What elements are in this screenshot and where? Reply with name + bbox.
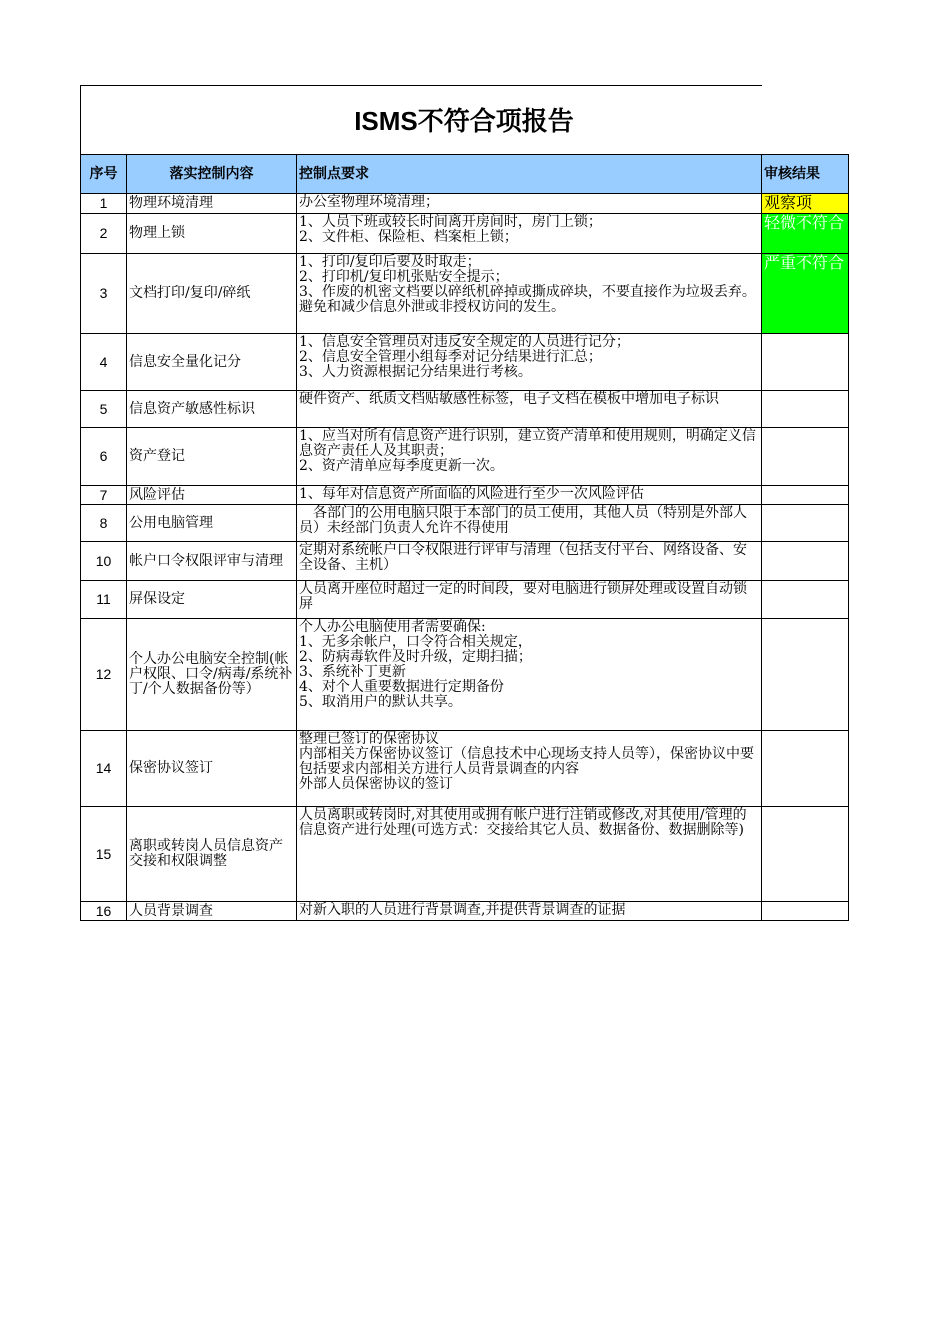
requirement-cell (297, 486, 762, 505)
requirement-line: 3、作废的机密文档要以碎纸机碎掉或撕成碎块，不要直接作为垃圾丢弃。避免和减少信息外泄或非授权访问的发生。 (299, 284, 756, 315)
row-number: 10 (81, 542, 127, 581)
requirement-line: 1、应当对所有信息资产进行识别，建立资产清单和使用规则，明确定义信息资产责任人及其职责； (299, 428, 756, 459)
requirement-line: 1、无多余帐户，口令符合相关规定， (299, 634, 532, 650)
table-row (81, 581, 849, 619)
requirement-line: 3、系统补丁更新 (299, 664, 406, 680)
audit-result: 轻微不符合 (762, 214, 849, 254)
requirement-cell (297, 542, 762, 581)
requirement-line: 整理已签订的保密协议 (299, 731, 439, 747)
control-content: 风险评估 (127, 486, 297, 505)
table-row (81, 334, 849, 391)
control-content: 保密协议签订 (127, 731, 297, 807)
row-number: 6 (81, 428, 127, 486)
table-row (81, 731, 849, 807)
control-content: 信息安全量化记分 (127, 334, 297, 391)
table-row (81, 619, 849, 731)
table-row (81, 391, 849, 428)
requirement-line: 各部门的公用电脑只限于本部门的员工使用，其他人员（特别是外部人员）未经部门负责人允许不得使用 (299, 505, 747, 536)
requirement-cell (297, 902, 762, 921)
header-no: 序号 (81, 155, 127, 194)
requirement-line: 1、打印/复印后要及时取走； (299, 254, 481, 270)
requirement-line: 内部相关方保密协议签订（信息技术中心现场支持人员等），保密协议中要包括要求内部相关方进行人员背景调查的内容 (299, 746, 754, 777)
requirement-line: 办公室物理环境清理； (299, 194, 439, 210)
row-number: 16 (81, 902, 127, 921)
report-sheet (80, 85, 848, 921)
requirement-cell (297, 505, 762, 542)
control-content: 信息资产敏感性标识 (127, 391, 297, 428)
audit-result (762, 505, 849, 542)
requirement-line: 外部人员保密协议的签订 (299, 776, 453, 792)
row-number: 15 (81, 807, 127, 902)
requirement-cell (297, 194, 762, 214)
audit-result (762, 334, 849, 391)
table-row (81, 214, 849, 254)
control-content: 离职或转岗人员信息资产交接和权限调整 (127, 807, 297, 902)
header-result: 审核结果 (762, 155, 849, 194)
audit-result (762, 619, 849, 731)
audit-result (762, 807, 849, 902)
header-control: 落实控制内容 (127, 155, 297, 194)
control-content: 物理环境清理 (127, 194, 297, 214)
audit-result (762, 581, 849, 619)
row-number: 4 (81, 334, 127, 391)
header-row (81, 155, 849, 194)
requirement-line: 5、取消用户的默认共享。 (299, 694, 462, 710)
audit-result (762, 542, 849, 581)
requirement-cell (297, 731, 762, 807)
requirement-line: 人员离职或转岗时,对其使用或拥有帐户进行注销或修改,对其使用/管理的信息资产进行处理(可选方式：交接给其它人员、数据备份、数据删除等) (299, 807, 747, 838)
requirement-cell (297, 334, 762, 391)
row-number: 14 (81, 731, 127, 807)
control-content: 屏保设定 (127, 581, 297, 619)
requirement-line: 1、每年对信息资产所面临的风险进行至少一次风险评估 (299, 486, 644, 502)
table-row (81, 505, 849, 542)
requirement-line: 人员离开座位时超过一定的时间段，要对电脑进行锁屏处理或设置自动锁屏 (299, 581, 747, 612)
row-number: 11 (81, 581, 127, 619)
control-content: 人员背景调查 (127, 902, 297, 921)
requirement-line: 对新入职的人员进行背景调查,并提供背景调查的证据 (299, 902, 626, 918)
control-content: 资产登记 (127, 428, 297, 486)
requirement-cell (297, 254, 762, 334)
control-content: 个人办公电脑安全控制(帐户权限、口令/病毒/系统补丁/个人数据备份等） (127, 619, 297, 731)
requirement-line: 1、人员下班或较长时间离开房间时，房门上锁； (299, 214, 602, 230)
row-number: 8 (81, 505, 127, 542)
requirement-line: 定期对系统帐户口令权限进行评审与清理（包括支付平台、网络设备、安全设备、主机） (299, 542, 747, 573)
requirement-line: 2、资产清单应每季度更新一次。 (299, 458, 504, 474)
requirement-line: 2、打印机/复印机张贴安全提示； (299, 269, 509, 285)
table-row (81, 428, 849, 486)
requirement-line: 2、防病毒软件及时升级，定期扫描； (299, 649, 532, 665)
row-number: 2 (81, 214, 127, 254)
row-number: 1 (81, 194, 127, 214)
requirement-line: 2、文件柜、保险柜、档案柜上锁； (299, 229, 518, 245)
audit-result: 严重不符合 (762, 254, 849, 334)
nonconformity-table (80, 154, 849, 921)
row-number: 5 (81, 391, 127, 428)
control-content: 公用电脑管理 (127, 505, 297, 542)
audit-result (762, 486, 849, 505)
requirement-line: 硬件资产、纸质文档贴敏感性标签，电子文档在模板中增加电子标识 (299, 391, 719, 407)
requirement-line: 个人办公电脑使用者需要确保: (299, 619, 486, 635)
table-row (81, 542, 849, 581)
requirement-line: 3、人力资源根据记分结果进行考核。 (299, 364, 532, 380)
audit-result (762, 731, 849, 807)
table-row (81, 902, 849, 921)
table-body (81, 194, 849, 921)
control-content: 帐户口令权限评审与清理 (127, 542, 297, 581)
audit-result (762, 428, 849, 486)
requirement-cell (297, 619, 762, 731)
audit-result (762, 902, 849, 921)
row-number: 3 (81, 254, 127, 334)
control-content: 物理上锁 (127, 214, 297, 254)
table-row (81, 807, 849, 902)
requirement-cell (297, 391, 762, 428)
audit-result: 观察项 (762, 194, 849, 214)
requirement-cell (297, 214, 762, 254)
requirement-cell (297, 428, 762, 486)
table-row (81, 194, 849, 214)
audit-result (762, 391, 849, 428)
row-number: 7 (81, 486, 127, 505)
requirement-line: 1、信息安全管理员对违反安全规定的人员进行记分； (299, 334, 630, 350)
requirement-cell (297, 807, 762, 902)
requirement-cell (297, 581, 762, 619)
control-content: 文档打印/复印/碎纸 (127, 254, 297, 334)
report-title: ISMS不符合项报告 (354, 106, 574, 136)
requirement-line: 2、信息安全管理小组每季对记分结果进行汇总； (299, 349, 602, 365)
table-row (81, 486, 849, 505)
header-requirement: 控制点要求 (297, 155, 762, 194)
table-row (81, 254, 849, 334)
requirement-line: 4、对个人重要数据进行定期备份 (299, 679, 504, 695)
row-number: 12 (81, 619, 127, 731)
